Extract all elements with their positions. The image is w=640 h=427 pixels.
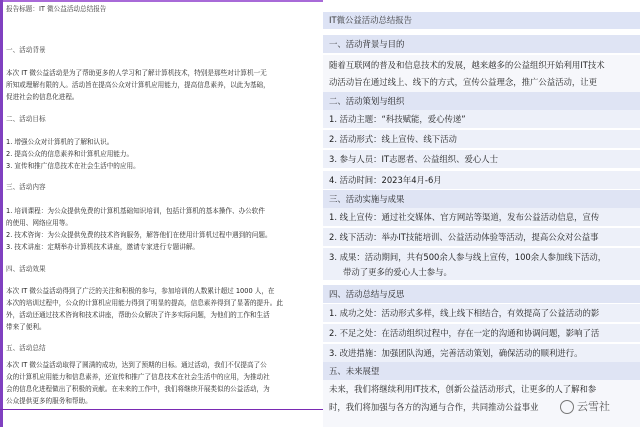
section-heading-text: 三、活动实施与成果	[329, 194, 405, 204]
list-item-text: 2. 线下活动：举办IT技能培训、公益活动体验等活动，提高公众对公益事	[329, 232, 599, 242]
list-item: 3. 技术讲座：定期举办计算机技术讲座，邀请专家进行专题讲解。	[6, 243, 200, 251]
paragraph-line: 本次 IT 微公益活动取得了圆满的成功，达到了预期的目标。通过活动，我们不仅提高了公	[6, 361, 267, 369]
paragraph-line: 会的信息化进程做出了积极的贡献。在未来的工作中，我们将继续开展类似的公益活动，为	[6, 385, 270, 393]
watermark-text: 云雪社	[577, 400, 610, 413]
watermark	[560, 398, 610, 414]
left-accent-bar	[0, 0, 3, 427]
list-item	[323, 208, 640, 226]
list-item: 2. 技术咨询：为公众提供免费的技术咨询服务，解答他们在使用计算机过程中遇到的问题。	[6, 231, 272, 239]
list-item	[323, 110, 640, 128]
section-heading	[323, 35, 640, 53]
list-item-text: 1. 活动主题：“科技赋能，爱心传递”	[329, 114, 466, 124]
section-heading: 四、活动效果	[6, 265, 46, 273]
list-item-text: 1. 成功之处：活动形式多样，线上线下相结合，有效提高了公益活动的影	[329, 308, 600, 318]
list-item-text: 1. 线上宣传：通过社交媒体、官方网站等渠道，发布公益活动信息，宣传	[329, 212, 600, 222]
paragraph-line: 公众提供更多的服务和帮助。	[6, 397, 92, 405]
list-item	[323, 344, 640, 362]
paragraph-line: 随着互联网的普及和信息技术的发展，越来越多的公益组织开始利用IT技术	[329, 60, 605, 70]
section-heading	[323, 92, 640, 110]
list-item: 3. 宣传和推广信息技术在社会生活中的应用。	[6, 162, 140, 170]
right-document-panel	[323, 0, 640, 427]
paragraph-line: 动活动旨在通过线上、线下的方式，宣传公益理念，推广公益活动，让更	[329, 77, 597, 87]
paragraph-line: 时，我们将加强与各方的沟通与合作，共同推动公益事业	[329, 402, 539, 412]
bottom-divider	[0, 409, 325, 410]
paragraph-line: 促进社会的信息化进程。	[6, 93, 79, 101]
list-item	[323, 228, 640, 246]
list-item-text: 3. 成果：活动期间，共有500余人参与线上宣传，100余人参加线下活动，	[329, 252, 607, 262]
list-item	[323, 324, 640, 342]
paragraph-line: 带来了便利。	[6, 323, 46, 331]
section-heading-text: 一、活动背景与目的	[329, 39, 405, 49]
paragraph-line: 本次的培训过程中，公众的计算机应用能力得到了明显的提高，信息素养得到了显著的提升。此	[6, 299, 283, 307]
paragraph-line: 众的计算机应用能力和信息素养，还宣传和推广了信息技术在社会生活中的应用，为推动社	[6, 373, 270, 381]
list-item: 的使用、网络应用等。	[6, 219, 72, 227]
paragraph-line: 外，活动还通过技术咨询和技术讲座，帮助公众解决了许多实际问题，为他们的工作和生活	[6, 311, 270, 319]
list-item	[323, 171, 640, 189]
section-heading-text: 二、活动策划与组织	[329, 96, 405, 106]
list-item-text: 3. 参与人员：IT志愿者、公益组织、爱心人士	[329, 154, 498, 164]
list-item: 1. 增强公众对计算机的了解和认识。	[6, 138, 114, 146]
paragraph-line: 本次 IT 微公益活动是为了帮助更多的人学习和了解计算机技术，特别是那些对计算机一无	[6, 69, 267, 77]
section-heading: 一、活动背景	[6, 46, 46, 54]
report-title-line: 报告标题：IT 微公益活动总结报告	[6, 5, 107, 13]
section-heading: 三、活动内容	[6, 183, 46, 191]
paragraph-line: 未来，我们将继续利用IT技术，创新公益活动形式，让更多的人了解和参	[329, 384, 597, 394]
paragraph-line: 本次 IT 微公益活动得到了广泛的关注和积极的参与，参加培训的人数累计超过 1000 人，在	[6, 287, 275, 295]
list-item	[323, 150, 640, 168]
section-heading-text: 五、未来展望	[329, 366, 380, 376]
list-item-text: 2. 活动形式：线上宣传、线下活动	[329, 134, 457, 144]
list-item: 1. 培训课程：为公众提供免费的计算机基础知识培训，包括计算机的基本操作、办公软件	[6, 207, 265, 215]
section-heading	[323, 190, 640, 208]
list-item	[323, 304, 640, 322]
section-heading	[323, 285, 640, 303]
list-item-text: 带动了更多的爱心人士参与。	[343, 267, 452, 277]
paragraph-line: 所知或理解有限的人。活动旨在提高公众对计算机应用能力，提高信息素养，以此为基础，	[6, 81, 270, 89]
right-title: IT微公益活动总结报告	[329, 15, 412, 25]
list-item-text: 3. 改进措施：加强团队沟通，完善活动策划，确保活动的顺利进行。	[329, 348, 583, 358]
section-heading-text: 四、活动总结与反思	[329, 289, 405, 299]
list-item	[323, 130, 640, 148]
list-item-text: 4. 活动时间：2023年4月-6月	[329, 175, 442, 185]
section-heading: 五、活动总结	[6, 344, 46, 352]
list-item-text: 2. 不足之处：在活动组织过程中，存在一定的沟通和协调问题，影响了活	[329, 328, 600, 338]
right-title-bar	[323, 12, 640, 29]
watermark-logo-icon	[560, 400, 574, 414]
paragraph-block	[323, 55, 640, 93]
list-item	[323, 248, 640, 280]
section-heading	[323, 362, 640, 380]
section-heading: 二、活动目标	[6, 115, 46, 123]
top-divider	[0, 0, 325, 2]
list-item: 2. 提高公众的信息素养和计算机应用能力。	[6, 150, 134, 158]
